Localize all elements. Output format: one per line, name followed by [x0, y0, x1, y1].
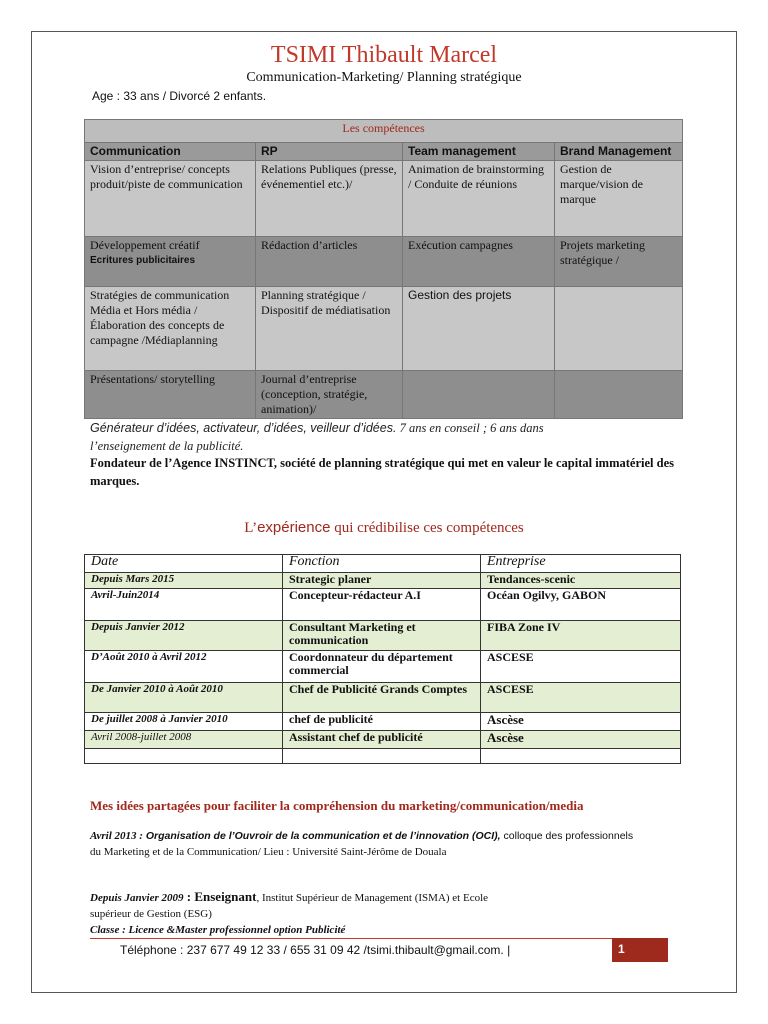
p2-date: Depuis Janvier 2009: [90, 892, 184, 904]
exp-row-empty: [85, 749, 681, 764]
exp-header-cell: Date: [85, 555, 283, 573]
comp-cell: [555, 287, 683, 371]
comp-cell: Vision d’entreprise/ concepts produit/piste de communication: [85, 161, 256, 237]
exp-title-b: expérience: [257, 519, 331, 536]
summary-text: [90, 419, 690, 455]
comp-header-cell: Team management: [403, 143, 555, 161]
exp-role: Strategic planer: [283, 573, 481, 589]
exp-row: [85, 651, 681, 683]
page-number: 1: [618, 942, 625, 956]
comp-row: [85, 237, 683, 287]
exp-role: Coordonnateur du département commercial: [283, 651, 481, 683]
exp-header-cell: Fonction: [283, 555, 481, 573]
comp-row: [85, 287, 683, 371]
p2-line3: Classe : Licence &Master professionnel option Publicité: [90, 924, 346, 936]
competences-table: [84, 119, 683, 419]
comp-cell-text: Développement créatif: [90, 238, 200, 252]
comp-header-cell: RP: [256, 143, 403, 161]
exp-company: Ascèse: [481, 713, 681, 731]
exp-role: Assistant chef de publicité: [283, 731, 481, 749]
comp-cell: [555, 371, 683, 419]
exp-header-cell: Entreprise: [481, 555, 681, 573]
exp-date: Depuis Mars 2015: [85, 573, 283, 589]
exp-company: ASCESE: [481, 651, 681, 683]
comp-cell: [85, 237, 256, 287]
exp-empty-cell: [481, 749, 681, 764]
exp-company: Océan Ogilvy, GABON: [481, 589, 681, 621]
exp-company: Tendances-scenic: [481, 573, 681, 589]
comp-cell: Relations Publiques (presse, événementiel etc.)/: [256, 161, 403, 237]
candidate-age: Age : 33 ans / Divorcé 2 enfants.: [92, 89, 267, 103]
exp-date: Depuis Janvier 2012: [85, 621, 283, 651]
p2-line2: supérieur de Gestion (ESG): [90, 908, 212, 920]
exp-date: Avril 2008-juillet 2008: [85, 731, 283, 749]
exp-row: [85, 573, 681, 589]
exp-empty-cell: [283, 749, 481, 764]
summary-line2: l’enseignement de la publicité.: [90, 439, 244, 453]
exp-row: [85, 683, 681, 713]
exp-company: ASCESE: [481, 683, 681, 713]
footer-contact: Téléphone : 237 677 49 12 33 / 655 31 09 42 /tsimi.thibault@gmail.com. |: [120, 943, 511, 957]
exp-role: chef de publicité: [283, 713, 481, 731]
exp-role: Concepteur-rédacteur A.I: [283, 589, 481, 621]
p1-event: Organisation de l’Ouvroir de la communication et de l’innovation (OCI),: [142, 830, 501, 842]
exp-role: Chef de Publicité Grands Comptes: [283, 683, 481, 713]
competences-title: Les compétences: [85, 120, 683, 143]
footer-divider: [90, 938, 630, 939]
exp-date: De juillet 2008 à Janvier 2010: [85, 713, 283, 731]
ideas-paragraph-1: [90, 828, 690, 860]
ideas-title: Mes idées partagées pour faciliter la compréhension du marketing/communication/media: [90, 798, 584, 813]
exp-row: [85, 589, 681, 621]
comp-cell-extra: Ecritures publicitaires: [90, 255, 196, 266]
exp-company: Ascèse: [481, 731, 681, 749]
exp-row: [85, 713, 681, 731]
exp-row: [85, 731, 681, 749]
p2-rest: , Institut Supérieur de Management (ISMA) et Ecole: [256, 892, 489, 904]
exp-date: De Janvier 2010 à Août 2010: [85, 683, 283, 713]
candidate-name: TSIMI Thibault Marcel: [270, 42, 498, 68]
exp-title-c: qui crédibilise ces compétences: [330, 520, 524, 536]
comp-row: [85, 161, 683, 237]
experience-title: [0, 519, 768, 537]
experience-table: [84, 554, 681, 764]
comp-cell: Journal d’entreprise (conception, stratégie, animation)/: [256, 371, 403, 419]
p1-date: Avril 2013 :: [90, 830, 143, 842]
exp-role: Consultant Marketing et communication: [283, 621, 481, 651]
comp-cell: Rédaction d’articles: [256, 237, 403, 287]
comp-cell: [403, 371, 555, 419]
comp-cell: Exécution campagnes: [403, 237, 555, 287]
exp-date: Avril-Juin2014: [85, 589, 283, 621]
comp-cell: Animation de brainstorming / Conduite de réunions: [403, 161, 555, 237]
page-number-box: [612, 938, 668, 962]
comp-header-cell: Communication: [85, 143, 256, 161]
summary-line1: Générateur d’idées, activateur, d’idées, veilleur d’idées.: [90, 421, 397, 435]
comp-cell: Présentations/ storytelling: [85, 371, 256, 419]
comp-cell: Planning stratégique / Dispositif de médiatisation: [256, 287, 403, 371]
comp-row: [85, 371, 683, 419]
exp-row: [85, 621, 681, 651]
candidate-subtitle: Communication-Marketing/ Planning stratégique: [246, 70, 522, 85]
founder-statement: Fondateur de l’Agence INSTINCT, société de planning stratégique qui met en valeur le capital immatériel des marques.: [90, 456, 674, 488]
p1-line2: du Marketing et de la Communication/ Lieu : Université Saint-Jérôme de Douala: [90, 846, 447, 858]
comp-header-cell: Brand Management: [555, 143, 683, 161]
p2-role: Enseignant: [194, 889, 257, 904]
exp-date: D’Août 2010 à Avril 2012: [85, 651, 283, 683]
comp-cell: Gestion des projets: [403, 287, 555, 371]
ideas-paragraph-2: [90, 889, 690, 938]
exp-company: FIBA Zone IV: [481, 621, 681, 651]
summary-line1b: 7 ans en conseil ; 6 ans dans: [396, 421, 544, 435]
comp-cell: Gestion de marque/vision de marque: [555, 161, 683, 237]
comp-cell: Stratégies de communication Média et Hors média / Élaboration des concepts de campagne /Médiaplanning: [85, 287, 256, 371]
p2-colon: :: [183, 889, 195, 904]
exp-empty-cell: [85, 749, 283, 764]
exp-title-a: L’: [244, 520, 258, 536]
p1-rest: colloque des professionnels: [500, 830, 634, 842]
comp-cell: Projets marketing stratégique /: [555, 237, 683, 287]
